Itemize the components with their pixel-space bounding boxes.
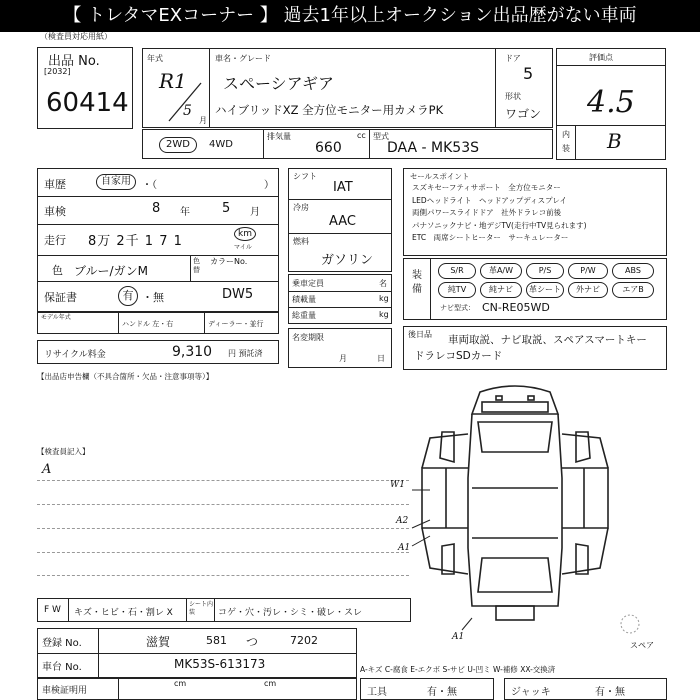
handle: ハンドル 左・右 <box>122 320 174 328</box>
navi-model: CN-RE05WD <box>482 301 550 314</box>
subtitle: （検査員対応用紙） <box>40 32 112 41</box>
weight-unit: kg <box>379 310 389 319</box>
recycle-label: リサイクル料金 <box>44 350 106 360</box>
mark-a1-bottom: A1 <box>452 632 465 642</box>
sales-point: LEDヘッドライト ヘッドアップディスプレイ <box>412 195 567 205</box>
car-diagram <box>410 378 620 632</box>
fw-box <box>37 598 411 622</box>
sales-point: スズキセーフティサポート 全方位モニター <box>412 183 561 192</box>
equip-seat: 革シート <box>526 282 564 298</box>
interior-value: B <box>607 129 622 153</box>
model-grade: ハイブリッドXZ 全方位モニター用カメラPK <box>215 103 444 117</box>
inspection-label: 車検 <box>44 205 66 218</box>
year-month: 5 <box>183 103 192 119</box>
color-label: 色 <box>52 264 63 277</box>
sales-point: ETC 両席シートヒーター サーキュレーター <box>412 233 569 242</box>
tools-label: 工具 <box>367 687 387 698</box>
history-value: 自家用 <box>96 174 136 190</box>
aftermarket-label: 後日品 <box>408 330 432 339</box>
registration-num: 581 <box>206 634 227 647</box>
inspector-header: 【検査員記入】 <box>37 447 90 456</box>
equipment-box <box>403 258 667 320</box>
mileage-label: 走行 <box>44 234 66 247</box>
score-box <box>556 48 666 160</box>
recycle-value: 9,310 <box>172 344 213 360</box>
year-month-unit: 月 <box>199 116 207 125</box>
sales-point: 両側パワースライドドア 社外ドラレコ前後 <box>412 208 562 217</box>
aftermarket-box <box>403 326 667 370</box>
history-sep: ・（ <box>142 180 157 191</box>
inspection-month: 5 <box>222 201 231 216</box>
color-change: 色替 <box>193 257 200 274</box>
warranty-yes: 有 <box>118 286 138 306</box>
model-year-label: モデル年式 <box>41 314 71 321</box>
spare-label: スペア <box>630 641 654 650</box>
model-name: スペーシアギア <box>223 74 335 93</box>
sales-points-box <box>403 168 667 256</box>
shift-label: シフト <box>293 172 317 181</box>
tools-value: 有・無 <box>427 687 457 698</box>
lot-number: 60414 <box>46 88 129 118</box>
history-close: ） <box>264 180 274 191</box>
interior-label-2: 装 <box>562 144 570 153</box>
name-change-unit2: 日 <box>377 354 385 363</box>
chassis-value: MK53S-613173 <box>174 657 266 671</box>
drive-2wd: 2WD <box>159 137 197 153</box>
cert-unit-2: cm <box>264 679 277 688</box>
jack-value: 有・無 <box>595 687 625 698</box>
mark-a2: A2 <box>396 516 409 526</box>
drivetrain-box <box>288 168 392 272</box>
displacement-unit: cc <box>357 131 366 140</box>
weight-label: 総重量 <box>292 311 316 320</box>
registration-box <box>37 628 357 678</box>
inspection-year: 8 <box>152 201 161 216</box>
interior-label-1: 内 <box>562 130 570 139</box>
mark-w1: W1 <box>390 480 405 490</box>
spare-tire-icon <box>620 612 640 636</box>
equip-ps: P/S <box>526 263 564 279</box>
aftermarket-line1: 車両取説、ナビ取説、スペアスマートキー <box>448 334 647 346</box>
aftermarket-line2: ドラレコSDカード <box>414 350 503 362</box>
equip-pw: P/W <box>568 263 608 279</box>
name-change-box <box>288 328 392 368</box>
registration-plate: 7202 <box>290 634 318 647</box>
capacity-box <box>288 274 392 324</box>
mileage-value: 8万 2千 1 7 1 <box>88 234 183 249</box>
name-change-unit: 月 <box>339 354 347 363</box>
inspector-note: A <box>42 462 52 477</box>
load-unit: kg <box>379 294 389 303</box>
fw-label: F W <box>44 605 61 615</box>
score-value: 4.5 <box>587 85 635 120</box>
seat-text: コゲ・穴・汚レ・シミ・破レ・スレ <box>218 608 363 618</box>
sales-points-label: セールスポイント <box>410 172 470 181</box>
equip-tv: 純TV <box>438 282 476 298</box>
mileage-unit2: マイル <box>234 244 252 251</box>
score-label: 評価点 <box>589 53 613 62</box>
equip-sr: S/R <box>438 263 476 279</box>
shape-label: 形状 <box>505 92 521 101</box>
displacement-value: 660 <box>315 140 342 156</box>
cert-label: 車検証明用 <box>42 686 88 696</box>
equipment-label: 装備 <box>412 270 422 295</box>
cooling-label: 冷房 <box>293 203 309 212</box>
mileage-unit: km <box>234 227 256 241</box>
color-value: ブルー/ガンM <box>74 264 148 278</box>
sales-points-list <box>412 182 587 245</box>
header-box <box>142 48 553 128</box>
doors-value: 5 <box>523 64 534 83</box>
capacity-label: 乗車定員 <box>292 279 324 288</box>
recycle-unit: 円 預託済 <box>228 349 263 358</box>
color-code: DW5 <box>222 287 254 302</box>
equip-airbag: エアB <box>612 282 654 298</box>
seat-label: シート内装 <box>189 601 214 616</box>
spec-box <box>142 129 553 159</box>
equip-aw: 革A/W <box>480 263 522 279</box>
fuel-value: ガソリン <box>321 253 374 268</box>
banner: 【 トレタマEXコーナー 】 過去1年以上オークション出品歴がない車両 <box>0 0 700 32</box>
load-label: 積載量 <box>292 295 316 304</box>
cert-unit-1: cm <box>174 679 187 688</box>
jack-label: ジャッキ <box>511 687 551 698</box>
equip-abs: ABS <box>612 263 654 279</box>
fw-text: キズ・ヒビ・石・割レ X <box>74 608 173 618</box>
cooling-value: AAC <box>329 214 356 229</box>
registration-label: 登録 No. <box>42 638 82 649</box>
fuel-label: 燃料 <box>293 237 309 246</box>
registration-pref: 滋賀 <box>146 635 171 649</box>
shift-value: IAT <box>333 180 353 195</box>
drive-4wd: 4WD <box>209 139 233 150</box>
history-label: 車歴 <box>44 178 66 191</box>
jack-box <box>504 678 667 700</box>
displacement-label: 排気量 <box>267 132 291 141</box>
warranty-no: ・無 <box>142 291 164 304</box>
notes-header: 【出品店申告欄（不具合箇所・欠品・注意事項等）】 <box>37 372 214 381</box>
tools-box <box>360 678 494 700</box>
lot-label: 出品 No. <box>48 54 100 69</box>
year-era: R1 <box>159 69 187 93</box>
model-label: 車名・グレード <box>215 54 271 63</box>
capacity-unit: 名 <box>379 279 387 288</box>
type-label: 型式 <box>373 132 389 141</box>
recycle-box <box>37 340 279 364</box>
model-year-box <box>37 312 279 334</box>
doors-label: ドア <box>505 54 521 63</box>
equip-navi: 純ナビ <box>480 282 522 298</box>
sales-point: パナソニックナビ・地デジTV(走行中TV見られます) <box>412 220 587 230</box>
type-value: DAA - MK53S <box>387 140 479 156</box>
inspection-month-unit: 月 <box>250 207 260 218</box>
legend: A-キズ C-腐食 E-エクボ S-サビ U-凹ミ W-補修 XX-交換済 <box>360 665 556 674</box>
history-box <box>37 168 279 312</box>
lot-id: [2032] <box>44 67 71 76</box>
mark-a1-side: A1 <box>398 543 411 553</box>
inspection-year-unit: 年 <box>180 207 190 218</box>
dealer: ディーラー・並行 <box>208 320 264 328</box>
chassis-label: 車台 No. <box>42 662 82 673</box>
warranty-label: 保証書 <box>44 291 77 304</box>
cert-box <box>37 678 357 700</box>
registration-kana: つ <box>246 635 259 649</box>
color-code-label: カラーNo. <box>210 257 248 266</box>
navi-label: ナビ型式： <box>440 304 475 312</box>
name-change-label: 名変期限 <box>292 333 324 342</box>
lot-box <box>37 47 133 129</box>
shape-value: ワゴン <box>505 107 542 121</box>
equip-ext-navi: 外ナビ <box>568 282 608 298</box>
year-label: 年式 <box>147 54 163 63</box>
